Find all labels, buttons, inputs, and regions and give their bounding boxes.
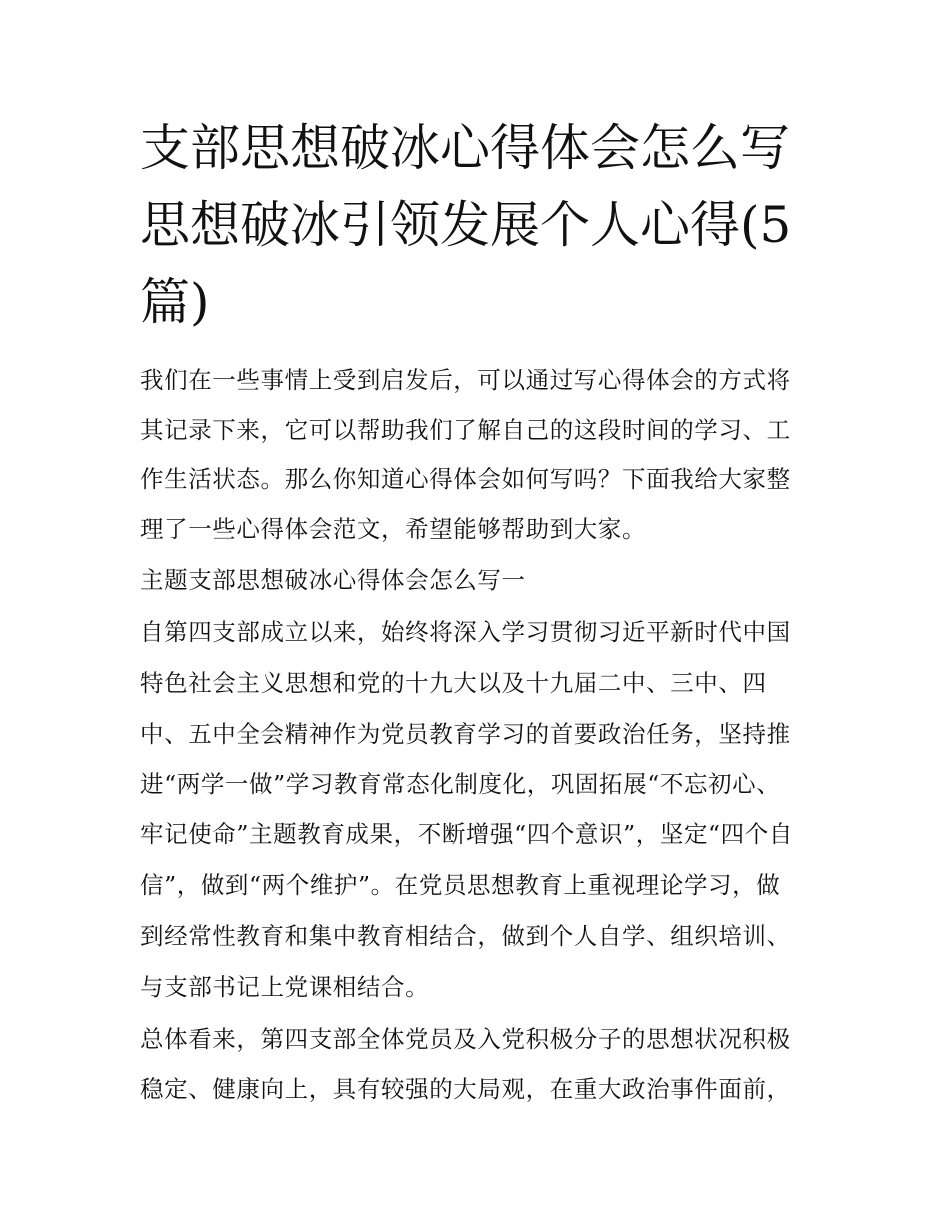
paragraph1-line-1: 自第四支部成立以来，始终将深入学习贯彻习近平新时代中国 bbox=[140, 618, 791, 646]
paragraph1-line-2: 特色社会主义思想和党的十九大以及十九届二中、三中、四 bbox=[140, 669, 767, 697]
document-title-line-1: 支部思想破冰心得体会怎么写 bbox=[140, 119, 790, 177]
intro-line-1: 我们在一些事情上受到启发后，可以通过写心得体会的方式将 bbox=[140, 366, 791, 394]
paragraph2-line-1: 总体看来，第四支部全体党员及入党积极分子的思想状况积极 bbox=[140, 1025, 791, 1053]
document-title-line-2: 思想破冰引领发展个人心得(5 bbox=[140, 196, 792, 254]
document-title-line-3: 篇) bbox=[140, 273, 210, 331]
intro-line-4: 理了一些心得体会范文，希望能够帮助到大家。 bbox=[140, 515, 647, 543]
paragraph1-line-5: 牢记使命”主题教育成果，不断增强“四个意识”，坚定“四个自 bbox=[140, 820, 793, 848]
section-heading: 主题支部思想破冰心得体会怎么写一 bbox=[140, 566, 526, 594]
paragraph1-line-6: 信”，做到“两个维护”。在党员思想教育上重视理论学习，做 bbox=[140, 871, 781, 899]
paragraph1-line-8: 与支部书记上党课相结合。 bbox=[140, 973, 430, 1001]
paragraph2-line-2: 稳定、健康向上，具有较强的大局观，在重大政治事件面前， bbox=[140, 1075, 791, 1103]
paragraph1-line-4: 进“两学一做”学习教育常态化制度化，巩固拓展“不忘初心、 bbox=[140, 770, 781, 798]
intro-line-3: 作生活状态。那么你知道心得体会如何写吗？下面我给大家整 bbox=[140, 465, 791, 493]
paragraph1-line-7: 到经常性教育和集中教育相结合，做到个人自学、组织培训、 bbox=[140, 922, 791, 950]
paragraph1-line-3: 中、五中全会精神作为党员教育学习的首要政治任务，坚持推 bbox=[140, 720, 791, 748]
intro-line-2: 其记录下来，它可以帮助我们了解自己的这段时间的学习、工 bbox=[140, 416, 791, 444]
